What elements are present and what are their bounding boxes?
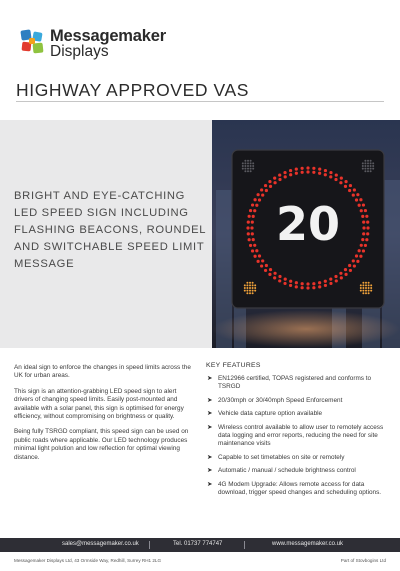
speed-limit-digits: 20 (275, 197, 341, 251)
beacon-led (252, 282, 254, 284)
feature-text: EN12966 certified, TOPAS registered and conforms to TSRGD (218, 375, 372, 391)
beacon-led (247, 165, 249, 167)
roundel-led (258, 254, 261, 257)
roundel-led (362, 203, 365, 206)
roundel-led (249, 209, 252, 212)
beacon-led (364, 170, 366, 172)
roundel-led (278, 275, 281, 278)
feature-text: Wireless control available to allow user to remotely access data logging and error reports, reducing the need for site maintenance visits (218, 423, 384, 448)
feature-text: Vehicle data capture option available (218, 410, 323, 418)
beacon-led (254, 284, 256, 286)
beacon-led (250, 168, 252, 170)
beacon-led (365, 287, 367, 289)
roundel-led (269, 185, 272, 188)
roundel-led (261, 193, 264, 196)
roundel-led (273, 276, 276, 279)
roundel-led (251, 203, 254, 206)
roundel-led (329, 175, 332, 178)
arrow-bullet-icon: ➤ (207, 467, 213, 475)
key-features-title: KEY FEATURES (206, 362, 261, 369)
beacon-led (249, 290, 251, 292)
feature-text: 20/30mph or 30/40mph Speed Enforcement (218, 396, 343, 404)
roundel-led (273, 272, 276, 275)
roundel-led (352, 259, 355, 262)
beacon-led (365, 282, 367, 284)
roundel-led (295, 172, 298, 175)
beacon-led (249, 282, 251, 284)
beacon-led (252, 292, 254, 294)
beacon-led (252, 287, 254, 289)
roundel-led (366, 221, 369, 224)
roundel-led (334, 275, 337, 278)
roundel-led (265, 264, 268, 267)
beacon-led (252, 168, 254, 170)
beacon-led (362, 282, 364, 284)
roundel-led (365, 238, 368, 241)
beacon-led (370, 162, 372, 164)
beacon-led (244, 287, 246, 289)
roundel-led (366, 232, 369, 235)
beacon-led (364, 165, 366, 167)
roundel-led (250, 226, 253, 229)
beacon-led (249, 292, 251, 294)
roundel-led (247, 221, 250, 224)
arrow-bullet-icon: ➤ (207, 453, 213, 461)
beacon-led (360, 287, 362, 289)
beacon-led (372, 162, 374, 164)
beacon-led (362, 287, 364, 289)
roundel-led (353, 188, 356, 191)
beacon-led (368, 292, 370, 294)
roundel-led (340, 177, 343, 180)
beacon-led (247, 162, 249, 164)
roundel-led (312, 167, 315, 170)
beacon-led (360, 284, 362, 286)
beacon-led (367, 162, 369, 164)
roundel-led (358, 204, 361, 207)
beacon-led (244, 165, 246, 167)
beacon-led (247, 160, 249, 162)
roundel-led (260, 264, 263, 267)
roundel-led (353, 264, 356, 267)
beacon-led (244, 162, 246, 164)
beacon-led (254, 290, 256, 292)
beacon-led (368, 287, 370, 289)
roundel-led (255, 249, 258, 252)
feature-item (206, 467, 390, 475)
roundel-led (268, 180, 271, 183)
roundel-led (273, 181, 276, 184)
beacon-led (254, 287, 256, 289)
beacon-led (360, 290, 362, 292)
footer-divider (244, 541, 245, 549)
roundel-led (257, 260, 260, 263)
beacon-led (250, 165, 252, 167)
roundel-led (361, 238, 364, 241)
beacon-led (372, 168, 374, 170)
beacon-led (370, 287, 372, 289)
product-photo (212, 120, 400, 348)
feature-text: Capable to set timetables on site or remotely (218, 453, 345, 461)
roundel-led (365, 215, 368, 218)
beacon-led (244, 160, 246, 162)
roundel-led (362, 221, 365, 224)
roundel-led (360, 244, 363, 247)
roundel-led (301, 167, 304, 170)
beacon-led (362, 290, 364, 292)
roundel-led (278, 279, 281, 282)
roundel-led (366, 226, 369, 229)
footer-divider (149, 541, 150, 549)
roundel-led (258, 198, 261, 201)
beacon-led (367, 168, 369, 170)
roundel-led (253, 198, 256, 201)
roundel-led (253, 244, 256, 247)
roundel-led (289, 284, 292, 287)
roundel-led (251, 221, 254, 224)
roundel-led (362, 232, 365, 235)
beacon-led (250, 162, 252, 164)
roundel-led (356, 260, 359, 263)
feature-item (206, 454, 390, 462)
roundel-led (301, 171, 304, 174)
roundel-led (344, 268, 347, 271)
beacon-led (247, 168, 249, 170)
roundel-led (324, 280, 327, 283)
beacon-led (242, 162, 244, 164)
roundel-led (252, 215, 255, 218)
feature-item (206, 481, 390, 498)
roundel-led (359, 198, 362, 201)
beacon-led (370, 290, 372, 292)
arrow-bullet-icon: ➤ (207, 410, 213, 418)
roundel-led (248, 215, 251, 218)
roundel-led (283, 282, 286, 285)
intro-copy (14, 364, 194, 469)
roundel-led (247, 232, 250, 235)
beacon-led (368, 290, 370, 292)
roundel-led (246, 226, 249, 229)
beacon-led (242, 165, 244, 167)
roundel-led (318, 281, 321, 284)
roundel-led (301, 286, 304, 289)
beacon-led (367, 170, 369, 172)
roundel-led (273, 177, 276, 180)
roundel-led (284, 175, 287, 178)
beacon-led (362, 168, 364, 170)
roundel-led (318, 172, 321, 175)
email-link[interactable]: sales@messagemaker.co.uk (62, 541, 139, 547)
roundel-led (348, 189, 351, 192)
beacon-led (368, 282, 370, 284)
roundel-led (251, 249, 254, 252)
roundel-led (344, 185, 347, 188)
feature-list (206, 375, 390, 497)
roundel-led (312, 171, 315, 174)
roundel-led (278, 173, 281, 176)
roundel-led (339, 181, 342, 184)
roundel-led (253, 255, 256, 258)
beacon-led (362, 284, 364, 286)
arrow-bullet-icon: ➤ (207, 423, 213, 431)
city-lights (212, 310, 400, 348)
phone-number: Tel. 01737 774747 (173, 541, 223, 547)
roundel-led (306, 282, 309, 285)
roundel-led (364, 209, 367, 212)
beacon-led (362, 292, 364, 294)
feature-text: Automatic / manual / schedule brightness control (218, 467, 356, 475)
beacon-led (365, 292, 367, 294)
roundel-led (284, 278, 287, 281)
company-logo (20, 27, 180, 60)
roundel-led (312, 286, 315, 289)
roundel-led (352, 193, 355, 196)
beacon-led (370, 168, 372, 170)
beacon-led (364, 160, 366, 162)
beacon-led (362, 165, 364, 167)
roundel-led (355, 254, 358, 257)
beacon-led (252, 284, 254, 286)
roundel-led (344, 273, 347, 276)
roundel-led (268, 273, 271, 276)
roundel-led (252, 238, 255, 241)
beacon-led (244, 284, 246, 286)
beacon-led (368, 284, 370, 286)
beacon-led (370, 165, 372, 167)
beacon-led (246, 290, 248, 292)
website-link[interactable]: www.messagemaker.co.uk (272, 541, 344, 547)
beacon-led (249, 287, 251, 289)
roundel-led (264, 269, 267, 272)
roundel-led (364, 244, 367, 247)
intro-paragraph: An ideal sign to enforce the changes in speed limits across the UK for urban areas. (14, 364, 191, 380)
intro-paragraph: Being fully TSRGD compliant, this speed sign can be used on public roads where applicable. Our LED technology produces minimal light polution and low reflection for optimal viewing distance. (14, 428, 189, 461)
roundel-led (324, 169, 327, 172)
beacon-led (364, 168, 366, 170)
beacon-led (246, 282, 248, 284)
roundel-led (261, 259, 264, 262)
roundel-led (318, 168, 321, 171)
roundel-led (295, 285, 298, 288)
feature-item (206, 375, 390, 392)
beacon-led (249, 284, 251, 286)
beacon-led (370, 160, 372, 162)
roundel-led (349, 269, 352, 272)
logo-mark-icon (20, 29, 46, 55)
roundel-led (289, 173, 292, 176)
beacon-led (250, 160, 252, 162)
roundel-led (339, 272, 342, 275)
roundel-led (278, 178, 281, 181)
beacon-led (244, 290, 246, 292)
roundel-led (334, 178, 337, 181)
beacon-led (365, 284, 367, 286)
roundel-led (340, 276, 343, 279)
roundel-led (255, 204, 258, 207)
intro-paragraph: This sign is an attention-grabbing LED speed sign to alert drivers of changing speed limits. Easily post-mounted and available with a solar panel, this sign is optimised for energy efficiency, without compromising on brightness or quality. (14, 387, 184, 421)
beacon-led (244, 168, 246, 170)
roundel-led (359, 255, 362, 258)
roundel-led (248, 238, 251, 241)
beacon-led (370, 284, 372, 286)
beacon-led (367, 165, 369, 167)
beacon-led (244, 170, 246, 172)
roundel-led (306, 286, 309, 289)
roundel-led (329, 278, 332, 281)
roundel-led (301, 282, 304, 285)
roundel-led (306, 170, 309, 173)
key-features (206, 362, 390, 502)
beacon-led (364, 162, 366, 164)
beacon-led (367, 160, 369, 162)
parent-company: Part of Stovbogins Ltd (340, 558, 386, 563)
beacon-led (252, 165, 254, 167)
roundel-led (362, 249, 365, 252)
roundel-led (344, 180, 347, 183)
roundel-led (349, 184, 352, 187)
arrow-bullet-icon: ➤ (207, 480, 213, 488)
headline-text: BRIGHT AND EYE-CATCHING LED SPEED SIGN INCLUDING FLASHING BEACONS, ROUNDEL AND SWITCHABLE SPEED LIMIT MESSAGE (14, 190, 206, 270)
roundel-led (348, 264, 351, 267)
arrow-bullet-icon: ➤ (207, 396, 213, 404)
beacon-led (372, 165, 374, 167)
roundel-led (335, 173, 338, 176)
roundel-led (329, 282, 332, 285)
feature-item (206, 410, 390, 418)
roundel-led (361, 215, 364, 218)
roundel-led (269, 268, 272, 271)
arrow-bullet-icon: ➤ (207, 375, 213, 382)
roundel-led (356, 193, 359, 196)
roundel-led (335, 279, 338, 282)
roundel-led (289, 280, 292, 283)
beacon-led (252, 162, 254, 164)
roundel-led (324, 173, 327, 176)
roundel-led (306, 166, 309, 169)
roundel-led (257, 193, 260, 196)
feature-text: 4G Modem Upgrade: Allows remote access for data download, trigger speed changes and scheduling options. (218, 480, 382, 497)
roundel-led (360, 209, 363, 212)
brand-subtitle: Displays (50, 43, 109, 60)
roundel-led (289, 169, 292, 172)
roundel-led (318, 285, 321, 288)
roundel-led (324, 284, 327, 287)
roundel-led (249, 244, 252, 247)
roundel-led (329, 171, 332, 174)
brand-name: Messagemaker (50, 27, 166, 45)
roundel-led (358, 249, 361, 252)
roundel-led (295, 168, 298, 171)
roundel-led (253, 209, 256, 212)
beacon-led (362, 162, 364, 164)
roundel-led (283, 171, 286, 174)
beacon-led (365, 290, 367, 292)
roundel-led (362, 226, 365, 229)
roundel-led (251, 232, 254, 235)
beacon-led (246, 284, 248, 286)
feature-item (206, 397, 390, 405)
roundel-led (260, 188, 263, 191)
beacon-led (370, 170, 372, 172)
beacon-led (250, 170, 252, 172)
roundel-led (355, 198, 358, 201)
roundel-led (295, 281, 298, 284)
beacon-led (242, 168, 244, 170)
page-title: HIGHWAY APPROVED VAS (16, 80, 250, 100)
title-divider (16, 101, 384, 102)
roundel-led (264, 184, 267, 187)
beacon-led (246, 287, 248, 289)
feature-item (206, 424, 390, 449)
beacon-led (247, 170, 249, 172)
company-address: Messagemaker Displays Ltd, 43 Ormside Way, Redhill, Surrey RH1 2LG (14, 558, 162, 563)
speed-sign-image (212, 120, 400, 348)
roundel-led (312, 282, 315, 285)
roundel-led (265, 189, 268, 192)
beacon-led (252, 290, 254, 292)
beacon-led (246, 292, 248, 294)
